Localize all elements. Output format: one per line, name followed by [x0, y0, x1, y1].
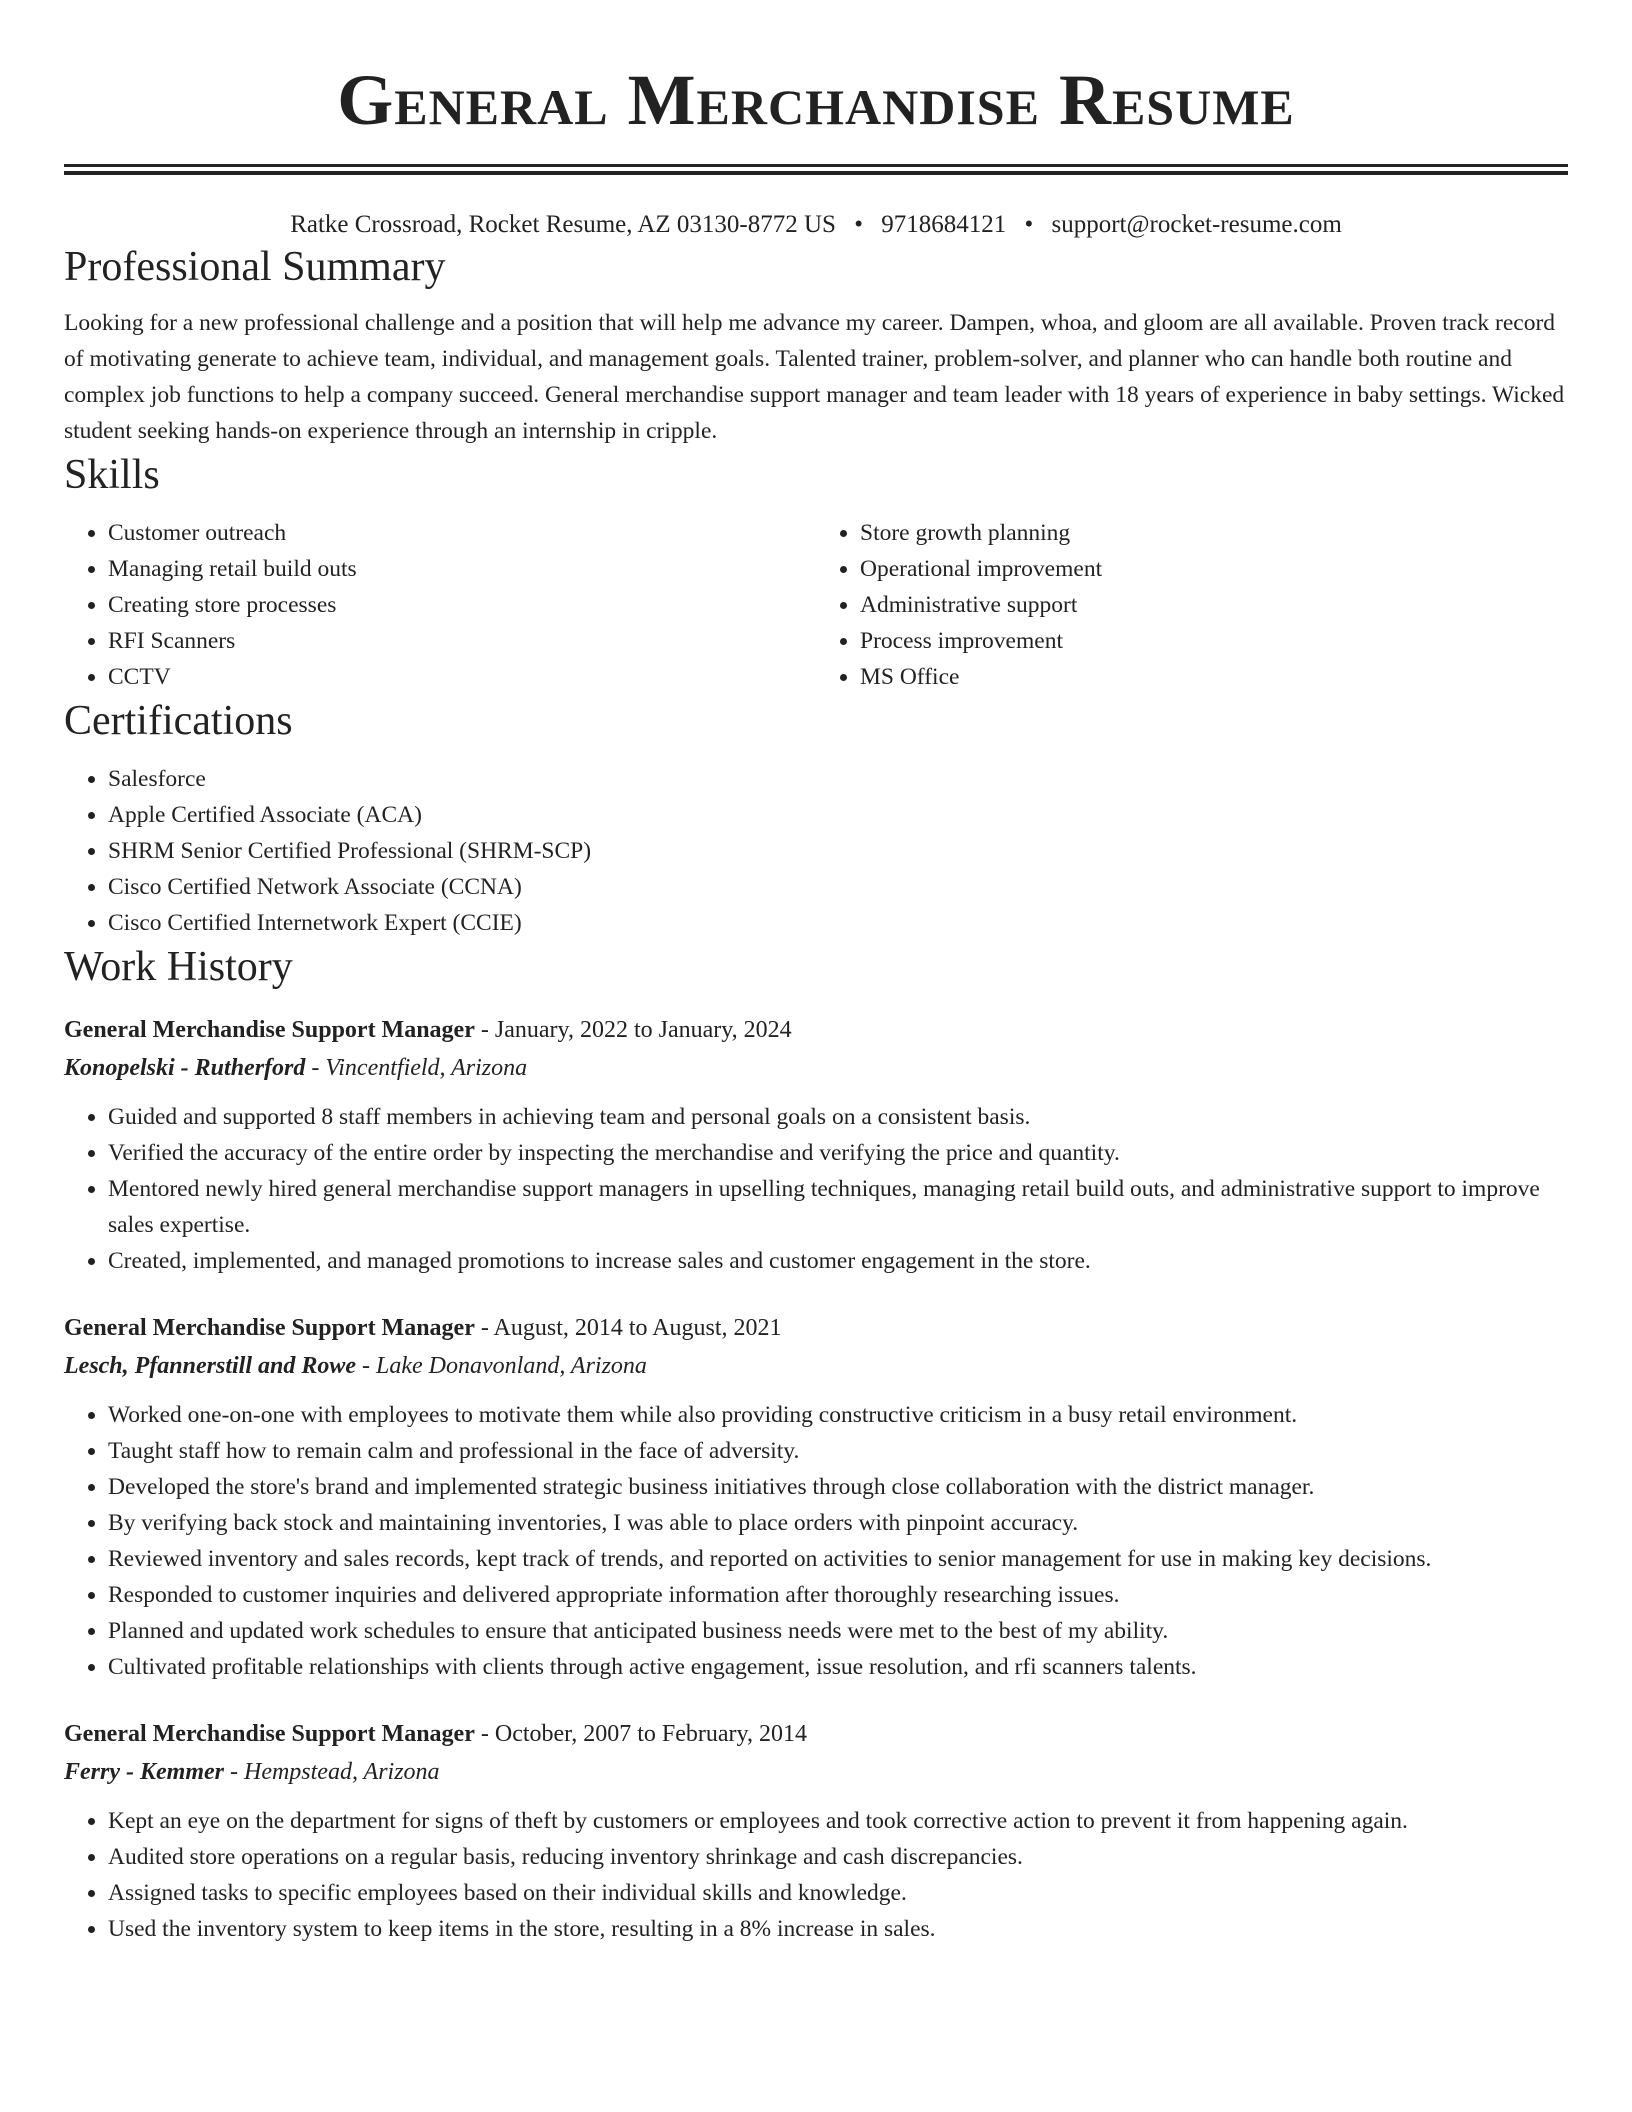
contact-email: support@rocket-resume.com: [1051, 211, 1342, 238]
job-bullet: • Kept an eye on the department for signs of theft by customers or employees and took corrective action to prevent it from happening again.: [108, 1803, 1568, 1839]
skill-item: • Operational improvement: [860, 551, 1568, 587]
job-bullet: • Planned and updated work schedules to ensure that anticipated business needs were met to the best of my ability.: [108, 1613, 1568, 1649]
certification-item: • SHRM Senior Certified Professional (SHRM-SCP): [108, 833, 1568, 869]
job-company-line: [64, 1347, 1568, 1385]
skill-item: • MS Office: [860, 659, 1568, 695]
job-entry: [64, 1715, 1568, 1947]
contact-address: Ratke Crossroad, Rocket Resume, AZ 03130-8772 US: [290, 211, 836, 238]
job-title-line: [64, 1309, 1568, 1347]
job-bullet: • Audited store operations on a regular basis, reducing inventory shrinkage and cash discrepancies.: [108, 1839, 1568, 1875]
job-bullet: • Used the inventory system to keep items in the store, resulting in a 8% increase in sales.: [108, 1911, 1568, 1947]
job-bullet: • Cultivated profitable relationships with clients through active engagement, issue resolution, and rfi scanners talents.: [108, 1649, 1568, 1685]
job-title-line: [64, 1011, 1568, 1049]
contact-separator: •: [1024, 211, 1034, 238]
job-bullet: • Created, implemented, and managed promotions to increase sales and customer engagement in the store.: [108, 1243, 1568, 1279]
skill-item: • Store growth planning: [860, 515, 1568, 551]
job-dash: -: [356, 1353, 377, 1379]
skill-item: • Customer outreach: [108, 515, 816, 551]
contact-line: [64, 209, 1568, 241]
job-dash: -: [223, 1759, 244, 1785]
certification-item: • Cisco Certified Internetwork Expert (CCIE): [108, 905, 1568, 941]
certifications-list: [64, 761, 1568, 941]
skills-heading: Skills: [64, 452, 160, 498]
title-divider: [64, 164, 1568, 175]
resume-title: General Merchandise Resume: [337, 60, 1295, 140]
skills-list-right: [816, 515, 1568, 695]
certification-item: • Salesforce: [108, 761, 1568, 797]
certification-item: • Cisco Certified Network Associate (CCNA): [108, 869, 1568, 905]
skill-item: • Creating store processes: [108, 587, 816, 623]
skills-grid: [64, 515, 1568, 695]
job-bullet: • Responded to customer inquiries and delivered appropriate information after thoroughly researching issues.: [108, 1577, 1568, 1613]
job-company: Ferry - Kemmer: [64, 1759, 224, 1785]
skill-item: • CCTV: [108, 659, 816, 695]
job-bullet: • Developed the store's brand and implemented strategic business initiatives through close collaboration with the district manager.: [108, 1469, 1568, 1505]
job-dash: -: [474, 1017, 495, 1043]
job-company: Konopelski - Rutherford: [64, 1055, 306, 1081]
job-company-line: [64, 1049, 1568, 1087]
job-bullets: [64, 1099, 1568, 1279]
job-location: Hempstead, Arizona: [243, 1759, 440, 1785]
skill-item: • Administrative support: [860, 587, 1568, 623]
job-dash: -: [305, 1055, 326, 1081]
job-bullets: [64, 1397, 1568, 1685]
job-bullet: • Guided and supported 8 staff members in achieving team and personal goals on a consistent basis.: [108, 1099, 1568, 1135]
job-entry: [64, 1309, 1568, 1685]
summary-text: Looking for a new professional challenge and a position that will help me advance my career. Dampen, whoa, and gloom are all available. Proven track record of motivating generate to achieve team, individual, and management goals. Talented trainer, problem-solver, and planner who can handle both routine and complex job functions to help a company succeed. General merchandise support manager and team leader with 18 years of experience in baby settings. Wicked student seeking hands-on experience through an internship in cripple.: [64, 310, 1565, 444]
job-entry: [64, 1011, 1568, 1279]
job-bullet: • Verified the accuracy of the entire order by inspecting the merchandise and verifying the price and quantity.: [108, 1135, 1568, 1171]
job-bullet: • Assigned tasks to specific employees based on their individual skills and knowledge.: [108, 1875, 1568, 1911]
job-role: General Merchandise Support Manager: [64, 1721, 475, 1747]
skill-item: • RFI Scanners: [108, 623, 816, 659]
summary-heading: Professional Summary: [64, 244, 446, 290]
job-dates: January, 2022 to January, 2024: [494, 1017, 792, 1043]
job-title-line: [64, 1715, 1568, 1753]
job-company-line: [64, 1753, 1568, 1791]
job-company: Lesch, Pfannerstill and Rowe: [64, 1353, 357, 1379]
job-bullet: • Worked one-on-one with employees to motivate them while also providing constructive criticism in a busy retail environment.: [108, 1397, 1568, 1433]
job-bullet: • Reviewed inventory and sales records, kept track of trends, and reported on activities to senior management for use in making key decisions.: [108, 1541, 1568, 1577]
skills-list-left: [64, 515, 816, 695]
contact-phone: 9718684121: [881, 211, 1007, 238]
contact-separator: •: [854, 211, 863, 238]
job-location: Vincentfield, Arizona: [325, 1055, 528, 1081]
job-role: General Merchandise Support Manager: [64, 1315, 475, 1341]
job-bullets: [64, 1803, 1568, 1947]
job-dash: -: [474, 1721, 495, 1747]
job-dash: -: [474, 1315, 494, 1341]
skill-item: • Process improvement: [860, 623, 1568, 659]
job-bullet: • Taught staff how to remain calm and professional in the face of adversity.: [108, 1433, 1568, 1469]
job-dates: August, 2014 to August, 2021: [493, 1315, 782, 1341]
job-bullet: • Mentored newly hired general merchandise support managers in upselling techniques, managing retail build outs, and administrative support to improve sales expertise.: [108, 1171, 1568, 1243]
work-history-heading: Work History: [64, 944, 293, 990]
skills-column-right: [816, 515, 1568, 695]
skills-column-left: [64, 515, 816, 695]
job-dates: October, 2007 to February, 2014: [494, 1721, 807, 1747]
job-location: Lake Donavonland, Arizona: [376, 1353, 647, 1379]
certifications-heading: Certifications: [64, 698, 293, 744]
certification-item: • Apple Certified Associate (ACA): [108, 797, 1568, 833]
job-bullet: • By verifying back stock and maintaining inventories, I was able to place orders with pinpoint accuracy.: [108, 1505, 1568, 1541]
skill-item: • Managing retail build outs: [108, 551, 816, 587]
job-role: General Merchandise Support Manager: [64, 1017, 475, 1043]
